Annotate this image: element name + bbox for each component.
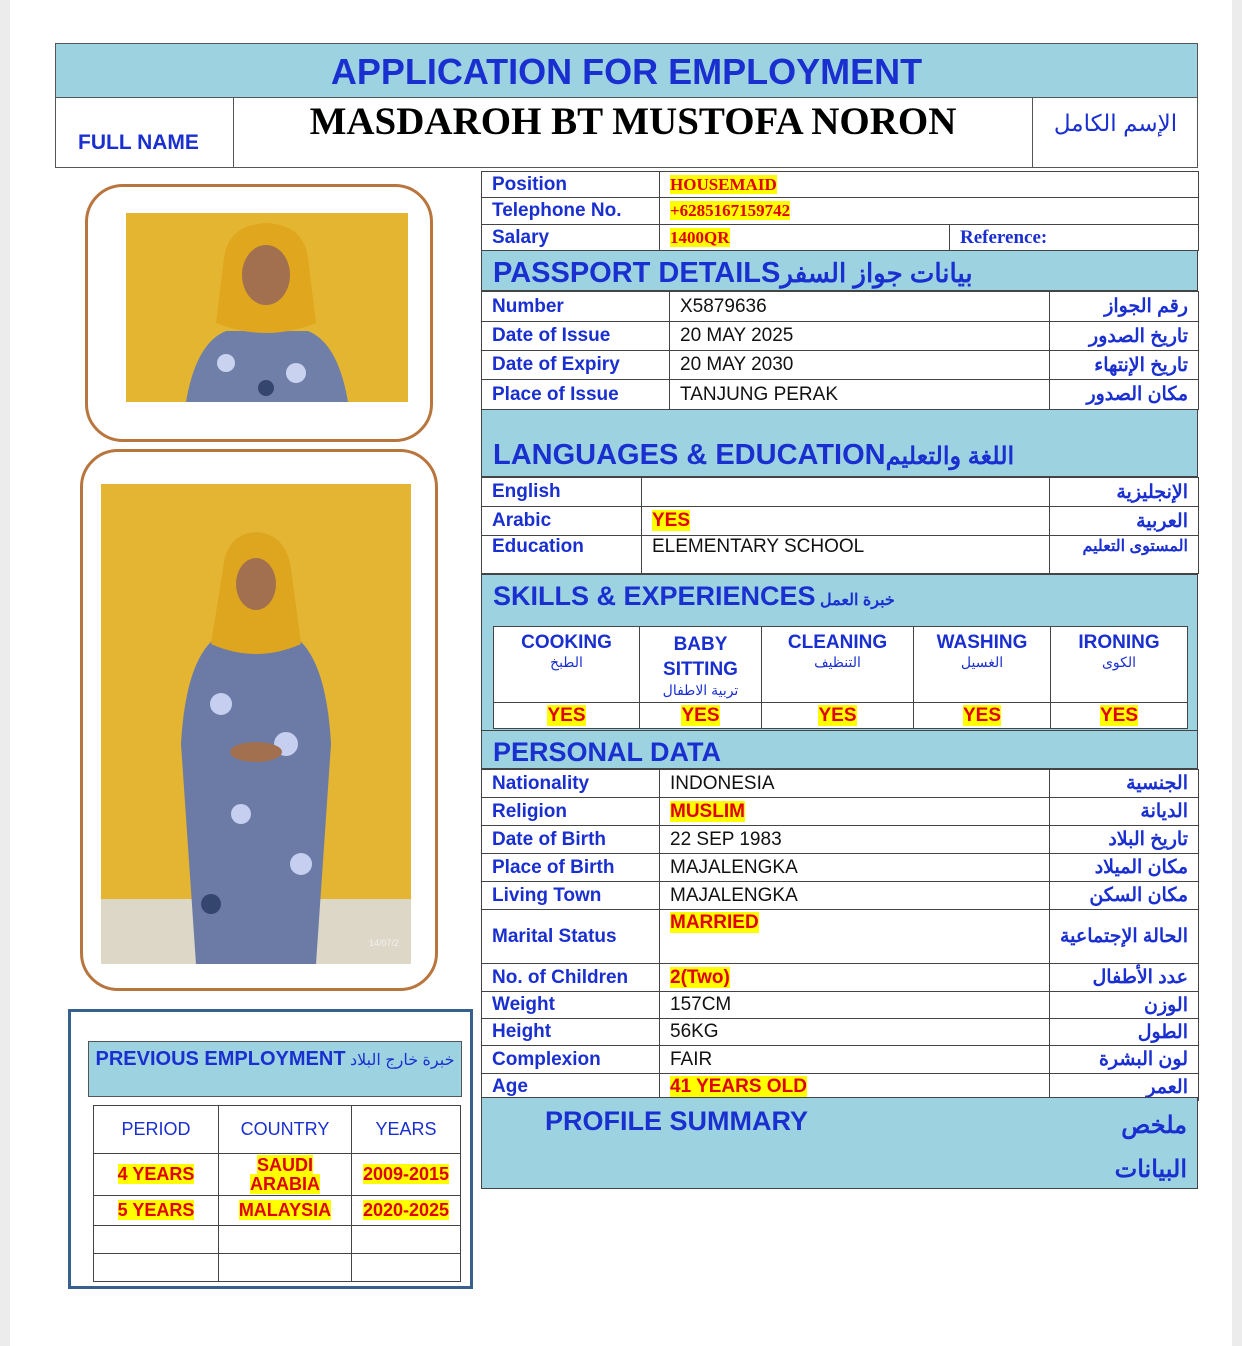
- marital-status-label: Marital Status: [482, 910, 660, 964]
- children-ar: عدد الأطفال: [1050, 964, 1199, 992]
- table-row: [482, 798, 1199, 826]
- skill-washing-value: YES: [962, 704, 1002, 726]
- personal-table: [481, 769, 1199, 1101]
- nationality-label: Nationality: [482, 770, 660, 798]
- position-value: HOUSEMAID: [670, 174, 777, 194]
- skill-cooking-label: COOKING: [521, 632, 612, 653]
- arabic-label: Arabic: [482, 507, 642, 536]
- place-of-issue-label: Place of Issue: [482, 380, 670, 410]
- skill-ironing-ar: الكوى: [1101, 654, 1137, 670]
- table-row: [94, 1196, 461, 1226]
- skill-cleaning-value: YES: [818, 704, 857, 726]
- languages-title: LANGUAGES & EDUCATION: [493, 439, 886, 471]
- table-row: [482, 351, 1199, 380]
- previous-employment-title: PREVIOUS EMPLOYMENT: [95, 1048, 346, 1070]
- passport-number-ar: رقم الجواز: [1050, 292, 1199, 322]
- languages-table: [481, 477, 1199, 574]
- arabic-value: YES: [652, 510, 691, 531]
- photo-timestamp: 14/07/2: [369, 938, 400, 948]
- dob-label: Date of Birth: [482, 826, 660, 854]
- height-label: Height: [482, 1019, 660, 1046]
- nationality-ar: الجنسية: [1050, 770, 1199, 798]
- marital-status-ar: الحالة الإجتماعية: [1050, 910, 1199, 964]
- profile-summary-title-ar: ملخص البيانات: [1114, 1112, 1187, 1183]
- country-cell: MALAYSIA: [238, 1200, 332, 1220]
- english-value: [642, 478, 1050, 507]
- table-row: [482, 770, 1199, 798]
- full-name-arabic: الإسم الكامل: [1053, 110, 1178, 136]
- place-of-birth-ar: مكان الميلاد: [1050, 854, 1199, 882]
- table-row: [482, 1046, 1199, 1074]
- table-row: [482, 1019, 1199, 1046]
- skill-ironing-label: IRONING: [1078, 632, 1160, 653]
- profile-summary-section: [481, 1097, 1198, 1189]
- full-body-photo: [101, 484, 411, 964]
- table-row: [482, 992, 1199, 1019]
- passport-number-value: X5879636: [670, 292, 1050, 322]
- salary-value: 1400QR: [670, 227, 730, 247]
- full-name-value: MASDAROH BT MUSTOFA NORON: [309, 100, 957, 143]
- issue-date-ar: تاريخ الصدور: [1050, 322, 1199, 351]
- period-cell: 5 YEARS: [117, 1200, 195, 1220]
- height-value: 56KG: [660, 1019, 1050, 1046]
- passport-header: [481, 250, 1198, 291]
- period-cell: 4 YEARS: [117, 1164, 195, 1184]
- previous-employment-box: [68, 1009, 473, 1289]
- profile-summary-title: PROFILE SUMMARY: [545, 1106, 808, 1136]
- skill-baby-sitting-label: BABY SITTING: [663, 634, 738, 680]
- marital-status-value: MARRIED: [670, 912, 759, 933]
- issue-date-label: Date of Issue: [482, 322, 670, 351]
- expiry-date-value: 20 MAY 2030: [670, 351, 1050, 380]
- issue-date-value: 20 MAY 2025: [670, 322, 1050, 351]
- table-row: [482, 478, 1199, 507]
- religion-value: MUSLIM: [670, 800, 745, 822]
- col-years: YEARS: [352, 1106, 461, 1154]
- skills-title-ar: خبرة العمل: [820, 592, 895, 609]
- education-ar: المستوى التعليم: [1050, 536, 1199, 574]
- children-label: No. of Children: [482, 964, 660, 992]
- table-row: [482, 910, 1199, 964]
- passport-title: PASSPORT DETAILS: [493, 257, 781, 289]
- place-of-birth-value: MAJALENGKA: [660, 854, 1050, 882]
- position-label: Position: [482, 172, 660, 198]
- col-country: COUNTRY: [219, 1106, 352, 1154]
- english-ar: الإنجليزية: [1050, 478, 1199, 507]
- education-label: Education: [482, 536, 642, 574]
- place-of-birth-label: Place of Birth: [482, 854, 660, 882]
- skill-baby-sitting-value: YES: [681, 704, 720, 726]
- skill-ironing-value: YES: [1099, 704, 1139, 726]
- skill-cooking-ar: الطبخ: [550, 654, 583, 670]
- reference-label: Reference:: [950, 225, 1199, 251]
- table-row: [482, 882, 1199, 910]
- skill-baby-sitting-ar: تربية الاطفال: [662, 682, 739, 698]
- years-cell: 2020-2025: [362, 1200, 450, 1220]
- top-info-table: [481, 171, 1199, 251]
- full-name-row: [55, 97, 1198, 168]
- languages-title-ar: اللغة والتعليم: [885, 443, 1015, 470]
- skill-cooking-value: YES: [547, 704, 586, 726]
- skills-title: SKILLS & EXPERIENCES: [493, 581, 816, 611]
- dob-value: 22 SEP 1983: [660, 826, 1050, 854]
- passport-title-ar: بيانات جواز السفر: [780, 258, 973, 288]
- languages-header: [481, 409, 1198, 477]
- complexion-value: FAIR: [660, 1046, 1050, 1074]
- nationality-value: INDONESIA: [660, 770, 1050, 798]
- skill-cleaning-ar: التنظيف: [814, 654, 861, 670]
- salary-label: Salary: [482, 225, 660, 251]
- country-cell: SAUDI ARABIA: [250, 1154, 320, 1194]
- skill-washing-ar: الغسيل: [960, 654, 1004, 670]
- personal-header: [481, 730, 1198, 769]
- place-of-issue-value: TANJUNG PERAK: [670, 380, 1050, 410]
- page-title: APPLICATION FOR EMPLOYMENT: [330, 51, 923, 92]
- living-town-ar: مكان السكن: [1050, 882, 1199, 910]
- passport-table: [481, 291, 1199, 410]
- complexion-label: Complexion: [482, 1046, 660, 1074]
- table-row: [482, 507, 1199, 536]
- english-label: English: [482, 478, 642, 507]
- expiry-date-label: Date of Expiry: [482, 351, 670, 380]
- education-value: ELEMENTARY SCHOOL: [642, 536, 1050, 574]
- skills-section: [481, 574, 1198, 731]
- col-period: PERIOD: [94, 1106, 219, 1154]
- table-row: [482, 826, 1199, 854]
- living-town-value: MAJALENGKA: [660, 882, 1050, 910]
- religion-ar: الديانة: [1050, 798, 1199, 826]
- dob-ar: تاريخ البلاد: [1050, 826, 1199, 854]
- previous-employment-title-ar: خبرة خارج البلاد: [350, 1052, 455, 1069]
- personal-title: PERSONAL DATA: [493, 737, 722, 767]
- telephone-value: +6285167159742: [670, 201, 791, 220]
- age-value: 41 YEARS OLD: [670, 1076, 807, 1097]
- place-of-issue-ar: مكان الصدور: [1050, 380, 1199, 410]
- age-label: Age: [482, 1074, 660, 1101]
- skill-cleaning-label: CLEANING: [787, 632, 888, 653]
- portrait-photo: [126, 213, 408, 402]
- table-row: [482, 854, 1199, 882]
- table-row: [482, 380, 1199, 410]
- skill-washing-label: WASHING: [936, 632, 1028, 653]
- application-form: [10, 0, 1232, 1346]
- weight-ar: الوزن: [1050, 992, 1199, 1019]
- table-row: [482, 964, 1199, 992]
- photo-frame-portrait: [85, 184, 433, 442]
- height-ar: الطول: [1050, 1019, 1199, 1046]
- complexion-ar: لون البشرة: [1050, 1046, 1199, 1074]
- years-cell: 2009-2015: [362, 1164, 450, 1184]
- table-row: [482, 322, 1199, 351]
- age-ar: العمر: [1050, 1074, 1199, 1101]
- previous-employment-header: [88, 1041, 462, 1097]
- weight-value: 157CM: [660, 992, 1050, 1019]
- full-name-label: FULL NAME: [78, 131, 199, 154]
- weight-label: Weight: [482, 992, 660, 1019]
- living-town-label: Living Town: [482, 882, 660, 910]
- arabic-ar: العربية: [1050, 507, 1199, 536]
- religion-label: Religion: [482, 798, 660, 826]
- telephone-label: Telephone No.: [482, 198, 660, 225]
- skills-table: [493, 626, 1188, 729]
- passport-number-label: Number: [482, 292, 670, 322]
- table-row: [482, 536, 1199, 574]
- expiry-date-ar: تاريخ الإنتهاء: [1050, 351, 1199, 380]
- table-row: [94, 1154, 461, 1196]
- children-value: 2(Two): [670, 966, 730, 988]
- photo-frame-full-body: [80, 449, 438, 991]
- table-row: [482, 292, 1199, 322]
- header-title-bar: [55, 43, 1198, 98]
- previous-employment-table: [93, 1105, 461, 1282]
